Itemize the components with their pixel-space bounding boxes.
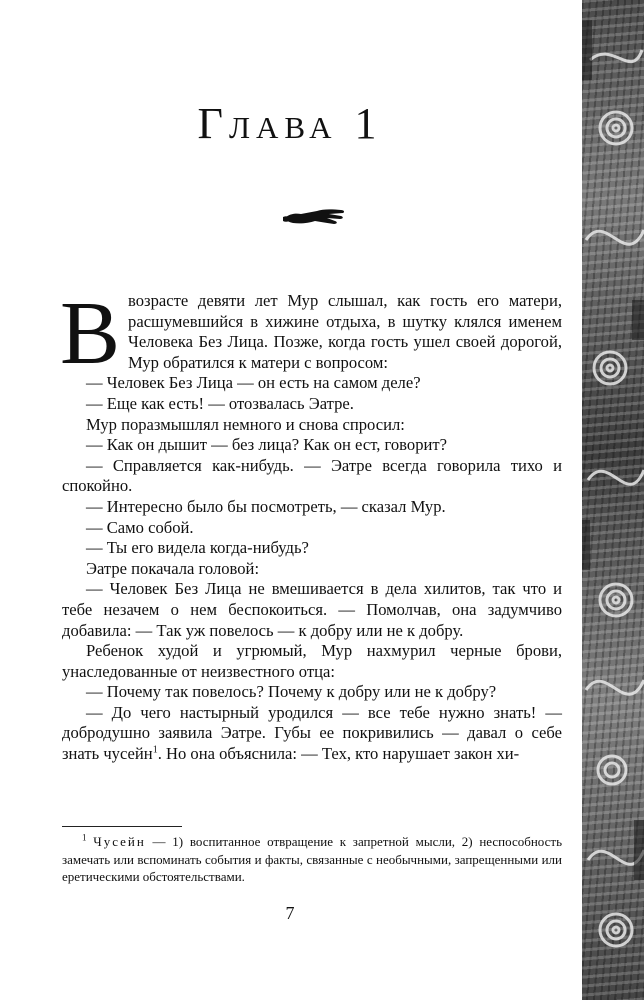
- paragraph-last: [62, 703, 562, 765]
- footnote-number: 1: [82, 832, 87, 843]
- paragraph: — Само собой.: [86, 517, 194, 537]
- paragraph: — Как он дышит — без лица? Как он ест, говорит?: [86, 435, 447, 455]
- footnote: [62, 833, 562, 886]
- footnote-divider: [62, 826, 182, 827]
- paragraph: Эатре покачала головой:: [86, 558, 260, 578]
- paragraph: — Интересно было бы посмотреть, — сказал Мур.: [86, 496, 446, 516]
- page-number: 7: [285, 903, 295, 923]
- chapter-title: Глава 1: [197, 99, 383, 148]
- footnote-text: — 1) воспитанное отвращение к запретной мысли, 2) неспособность замечать или вспоминать события и факты, связанные с необычными, запрещенными или еретическими обстоятельствами.: [62, 834, 563, 884]
- spiral-ornament-icon: [582, 0, 644, 1000]
- paragraph: — Человек Без Лица не вмешивается в дела хилитов, так что и тебе незачем о нем беспокоиться. — Помолчав, она задумчиво добавила: — Так уж повелось — к добру или не к добру.: [62, 579, 562, 640]
- paragraph: Мур поразмышлял немного и снова спросил:: [86, 414, 405, 434]
- paragraph: — Ты его видела когда-нибудь?: [86, 538, 309, 558]
- paragraph-text: . Но она объяснила: — Тех, кто нарушает закон хи-: [157, 744, 520, 764]
- footnote-reference[interactable]: 1: [152, 744, 158, 756]
- decorative-border-strip: [582, 0, 644, 1000]
- paragraph: возрасте девяти лет Мур слышал, как гость его матери, расшумевшийся в хижине отдыха, в шутку клялся именем Человека Без Лица. Позже, когда гость ушел своей дорогой, Мур обратился к матери с вопросом:: [128, 291, 562, 372]
- body-text: [60, 284, 562, 765]
- paragraph: — Почему так повелось? Почему к добру или не к добру?: [86, 682, 497, 702]
- paragraph: — Человек Без Лица — он есть на самом деле?: [86, 373, 421, 393]
- dropcap-letter: В: [60, 284, 121, 383]
- pointing-hand-icon: [283, 204, 347, 228]
- footnote-term: Чусейн: [93, 834, 146, 849]
- paragraph: — Справляется как-нибудь. — Эатре всегда говорила тихо и спокойно.: [62, 455, 562, 496]
- paragraph: — Еще как есть! — отозвалась Эатре.: [86, 393, 354, 413]
- paragraph-text: — До чего настырный уродился — все тебе нужно знать! — добродушно заявила Эатре. Губы ее покривились — давал о себе знать чусейн: [62, 702, 562, 764]
- paragraph: Ребенок худой и угрюмый, Мур нахмурил черные брови, унаследованные от неизвестного отца:: [62, 641, 562, 681]
